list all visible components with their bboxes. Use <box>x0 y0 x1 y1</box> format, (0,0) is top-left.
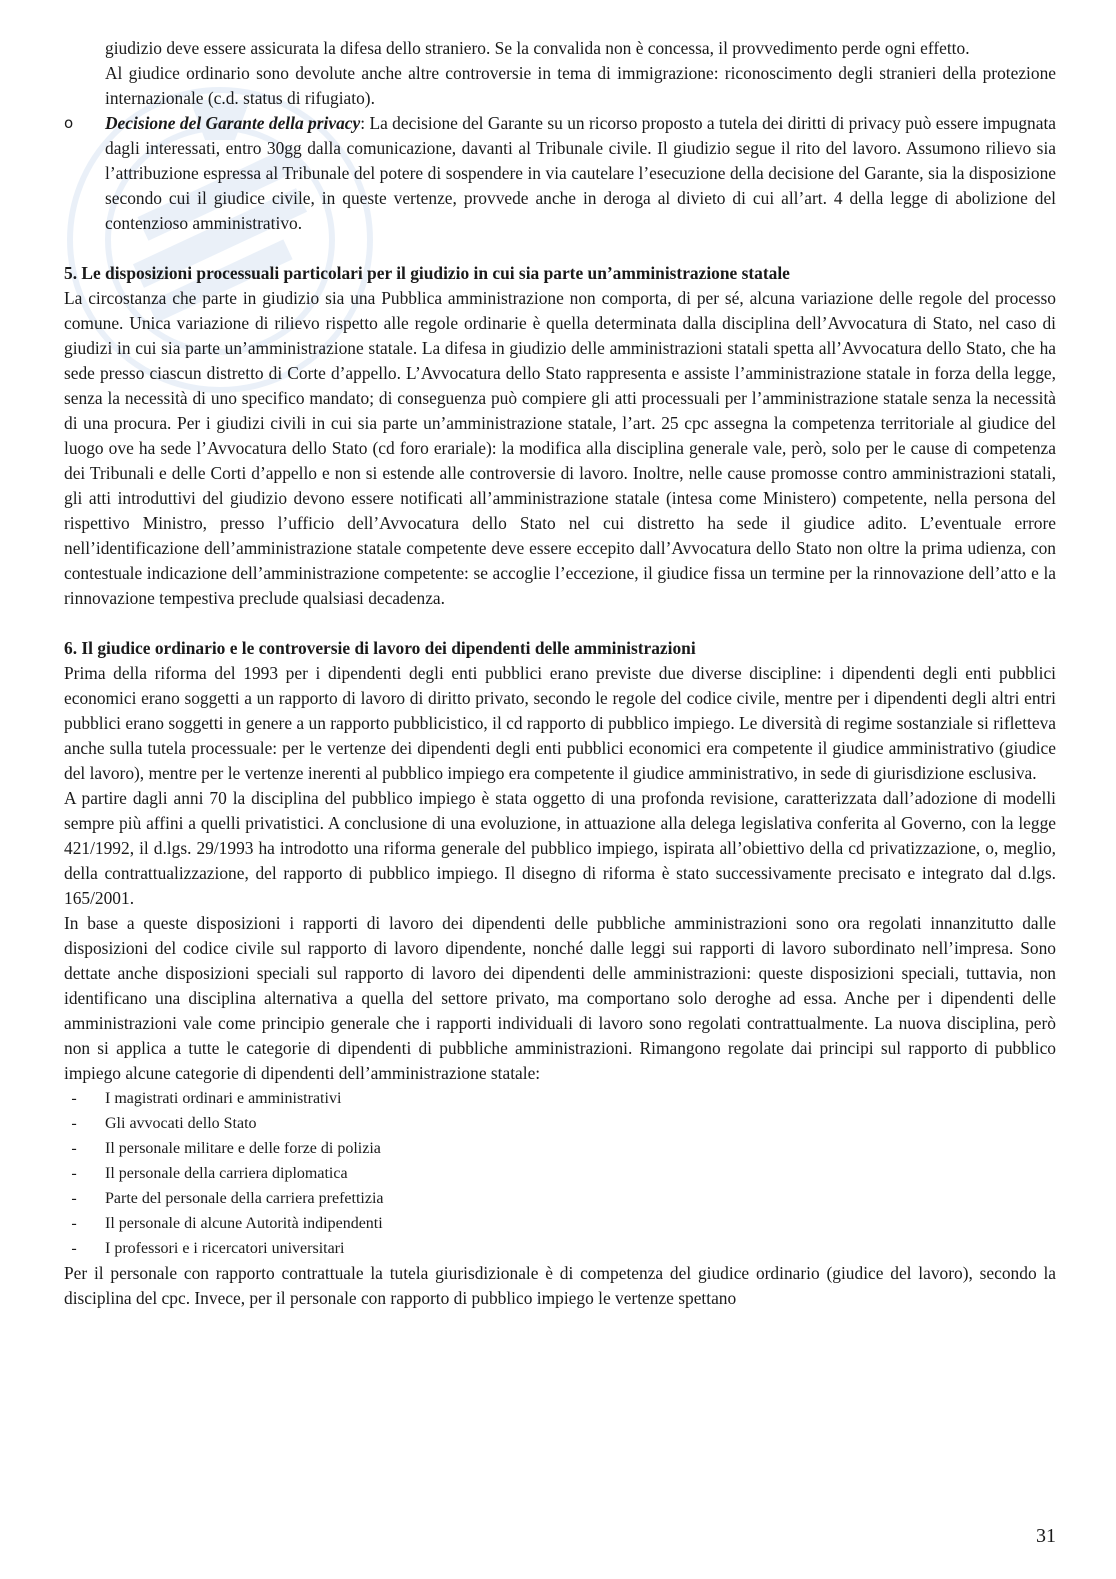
public-employment-categories-list <box>64 1086 1056 1261</box>
immigration-paragraph: Al giudice ordinario sono devolute anche altre controversie in tema di immigrazione: riconoscimento degli stranieri della protezione internazionale (c.d. status di rifugiato). <box>105 63 1056 108</box>
document-body <box>64 36 1056 1311</box>
list-item: - I professori e i ricercatori universitari <box>64 1236 1056 1261</box>
list-item: - Il personale della carriera diplomatica <box>64 1161 1056 1186</box>
dash-bullet: - <box>71 1115 77 1132</box>
section-6-heading: 6. Il giudice ordinario e le controversie di lavoro dei dipendenti delle amministrazioni <box>64 638 696 658</box>
spacer <box>64 236 1056 261</box>
list-item: - I magistrati ordinari e amministrativi <box>64 1086 1056 1111</box>
list-item-privacy <box>64 111 1056 236</box>
bullet-title: Decisione del Garante della privacy <box>105 113 361 133</box>
dash-bullet: - <box>71 1215 77 1232</box>
section-6-paragraph-2: A partire dagli anni 70 la disciplina del pubblico impiego è stata oggetto di una profonda revisione, caratterizzata dall’adozione di modelli sempre più affini a quelli privatistici. A conclusione di una evoluzione, in attuazione alla delega legislativa conferita al Governo, con la legge 421/1992, il d.lgs. 29/1993 ha introdotto una riforma generale del pubblico impiego, ispirata all’obiettivo della cd privatizzazione, o, meglio, della contrattualizzazione, del rapporto di pubblico impiego. Il disegno di riforma è stato successivamente precisato e integrato dal d.lgs. 165/2001. <box>64 788 1056 908</box>
section-6-paragraph-1: Prima della riforma del 1993 per i dipendenti degli enti pubblici erano previste due diverse discipline: i dipendenti degli enti pubblici economici erano soggetti a un rapporto di lavoro di diritto privato, secondo le regole del codice civile, mentre per i dipendenti degli altri entri pubblici erano soggetti in genere a un rapporto pubblicistico, il cd rapporto di pubblico impiego. Le diversità di regime sostanziale si rifletteva anche sulla tutela processuale: per le vertenze dei dipendenti degli enti pubblici economici era competente il giudice amministrativo (giudice del lavoro), mentre per le vertenze inerenti al pubblico impiego era competente il giudice amministrativo, in sede di giurisdizione esclusiva. <box>64 663 1056 783</box>
section-5-heading: 5. Le disposizioni processuali particolari per il giudizio in cui sia parte un’amministrazione statale <box>64 263 790 283</box>
section-5-body: La circostanza che parte in giudizio sia una Pubblica amministrazione non comporta, di per sé, alcuna variazione delle regole del processo comune. Unica variazione di rilievo rispetto alle regole ordinarie è quella determinata dalla disciplina dell’Avvocatura di Stato, nel caso di giudizi in cui sia parte un’amministrazione statale. La difesa in giudizio delle amministrazioni statali spetta all’Avvocatura dello Stato, che ha sede presso ciascun distretto di Corte d’appello. L’Avvocatura dello Stato rappresenta e assiste l’amministrazione statale in forza della legge, senza la necessità di uno specifico mandato; di conseguenza può compiere gli atti processuali per l’amministrazione statale senza la necessità di una procura. Per i giudizi civili in cui sia parte un’amministrazione statale, l’art. 25 cpc assegna la competenza territoriale al giudice del luogo ove ha sede l’Avvocatura dello Stato (cd foro erariale): la modifica alla disciplina generale vale, però, solo per le cause di competenza dei Tribunali e delle Corti d’appello e non si estende alle controversie di lavoro. Inoltre, nelle cause promosse contro amministrazioni statali, gli atti introduttivi del giudizio devono essere notificati all’amministrazione statale (intesa come Ministero) competente, nella persona del rispettivo Ministro, presso l’ufficio dell’Avvocatura dello Stato nel cui distretto ha sede il giudice adito. L’eventuale errore nell’identificazione dell’amministrazione statale competente deve essere eccepito dall’Avvocatura dello Stato non oltre la prima udienza, con contestuale indicazione dell’amministrazione competente: se accoglie l’eccezione, il giudice fissa un termine per la rinnovazione dell’atto e la rinnovazione tempestiva preclude qualsiasi decadenza. <box>64 288 1056 608</box>
dash-bullet: - <box>71 1090 77 1107</box>
bullet-text: : La decisione del Garante su un ricorso proposto a tutela dei diritti di privacy può essere impugnata dagli interessati, entro 30gg dalla comunicazione, davanti al Tribunale civile. Il giudizio segue il rito del lavoro. Assumono rilievo sia l’attribuzione espressa al Tribunale del potere di sospendere in via cautelare l’esecuzione della decisione del Garante, sia la disposizione secondo cui il giudice civile, in queste vertenze, provvede anche in deroga al divieto di cui all’art. 4 della legge di abolizione del contenzioso amministrativo. <box>105 113 1056 233</box>
dash-bullet: - <box>71 1240 77 1257</box>
circle-bullet: o <box>64 114 74 132</box>
list-item: - Gli avvocati dello Stato <box>64 1111 1056 1136</box>
list-item: - Parte del personale della carriera prefettizia <box>64 1186 1056 1211</box>
dash-bullet: - <box>71 1165 77 1182</box>
list-item: - Il personale di alcune Autorità indipendenti <box>64 1211 1056 1236</box>
list-item: - Il personale militare e delle forze di polizia <box>64 1136 1056 1161</box>
spacer <box>64 611 1056 636</box>
section-6-paragraph-3: In base a queste disposizioni i rapporti di lavoro dei dipendenti delle pubbliche amministrazioni sono ora regolati innanzitutto dalle disposizioni del codice civile sul rapporto di lavoro dipendente, nonché dalle leggi sui rapporti di lavoro subordinato nell’impresa. Sono dettate anche disposizioni speciali sul rapporto di lavoro dei dipendenti delle amministrazioni: queste disposizioni speciali, tuttavia, non identificano una disciplina alternativa a quella del settore privato, ma comportano solo deroghe ad essa. Anche per i dipendenti delle amministrazioni vale come principio generale che i rapporti individuali di lavoro sono regolati contrattualmente. La nuova disciplina, però non si applica a tutte le categorie di dipendenti di pubbliche amministrazioni. Rimangono regolate dai principi sul rapporto di pubblico impiego alcune categorie di dipendenti dell’amministrazione statale: <box>64 913 1056 1083</box>
dash-bullet: - <box>71 1190 77 1207</box>
dash-bullet: - <box>71 1140 77 1157</box>
page-number: 31 <box>1036 1525 1056 1547</box>
continuation-paragraph: giudizio deve essere assicurata la difesa dello straniero. Se la convalida non è concessa, il provvedimento perde ogni effetto. <box>105 38 970 58</box>
section-6-paragraph-4: Per il personale con rapporto contrattuale la tutela giurisdizionale è di competenza del giudice ordinario (giudice del lavoro), secondo la disciplina del cpc. Invece, per il personale con rapporto di pubblico impiego le vertenze spettano <box>64 1263 1056 1308</box>
